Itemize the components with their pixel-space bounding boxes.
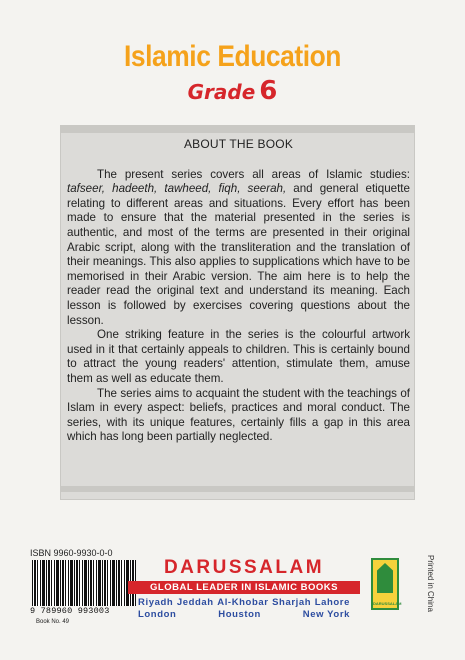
city: Lahore (314, 597, 350, 608)
publisher-cities (128, 597, 360, 621)
publisher-tagline: GLOBAL LEADER IN ISLAMIC BOOKS (128, 581, 360, 594)
publisher-logo-icon (371, 558, 402, 610)
isbn-number: ISBN 9960-9930-0-0 (30, 548, 113, 558)
barcode-digits: 9 789960 993003 (30, 606, 110, 616)
about-paragraph-2: One striking feature in the series is the colourful artwork used in it that certainly appeals to children. This is certainly bound to attract the young readers' attention, stimulate them, amuse them as well as educate them. (67, 328, 410, 385)
city: Al-Khobar (217, 597, 269, 608)
about-box-top-band (60, 125, 415, 133)
about-paragraph-1-terms: tafseer, hadeeth, tawheed, fiqh, seerah, (67, 182, 287, 196)
city: Sharjah (272, 597, 312, 608)
publisher-block (128, 557, 360, 621)
city: London (138, 609, 177, 620)
grade-word: Grade (187, 80, 256, 104)
logo-text: DARUSSALAM (373, 601, 402, 606)
about-heading: ABOUT THE BOOK (183, 137, 294, 151)
city: Jeddah (176, 597, 214, 608)
barcode (32, 560, 136, 606)
logo-emblem (377, 563, 393, 593)
cities-row-1 (128, 597, 360, 609)
grade-label (0, 76, 465, 106)
about-paragraph-1-start: The present series covers all areas of Islamic studies: (97, 167, 410, 181)
book-number: Book No. 49 (36, 619, 70, 625)
city: Houston (218, 609, 261, 620)
city: Riyadh (138, 597, 174, 608)
about-paragraph-1 (67, 168, 410, 329)
cities-row-2 (128, 609, 360, 621)
about-content (67, 137, 410, 482)
about-paragraph-3: The series aims to acquaint the student with the teachings of Islam in every aspect: beliefs, practices and moral conduct. The series, with its unique features, certainly fills a gap in this area which has long been partially neglected. (67, 386, 410, 444)
city: New York (302, 609, 350, 620)
isbn-block (30, 548, 140, 624)
book-title: Islamic Education (123, 40, 341, 73)
about-box-bottom-band (60, 486, 415, 492)
about-paragraph-1-end: and general etiquette relating to different areas and situations. Every effort has been made to ensure that the material presented in the series is authentic, and most of the terms are presented in their original Arabic script, along with the transliteration and the translation of their meanings. This also applies to supplications which have to be memorised in their Arabic version. The aim here is to help the reader read the original text and understand its meaning. Each lesson is followed by exercises covering questions about the lesson. (67, 182, 410, 327)
grade-number: 6 (259, 76, 278, 106)
printed-in-label: Printed in China (426, 555, 435, 612)
publisher-name: DARUSSALAM (163, 557, 325, 578)
